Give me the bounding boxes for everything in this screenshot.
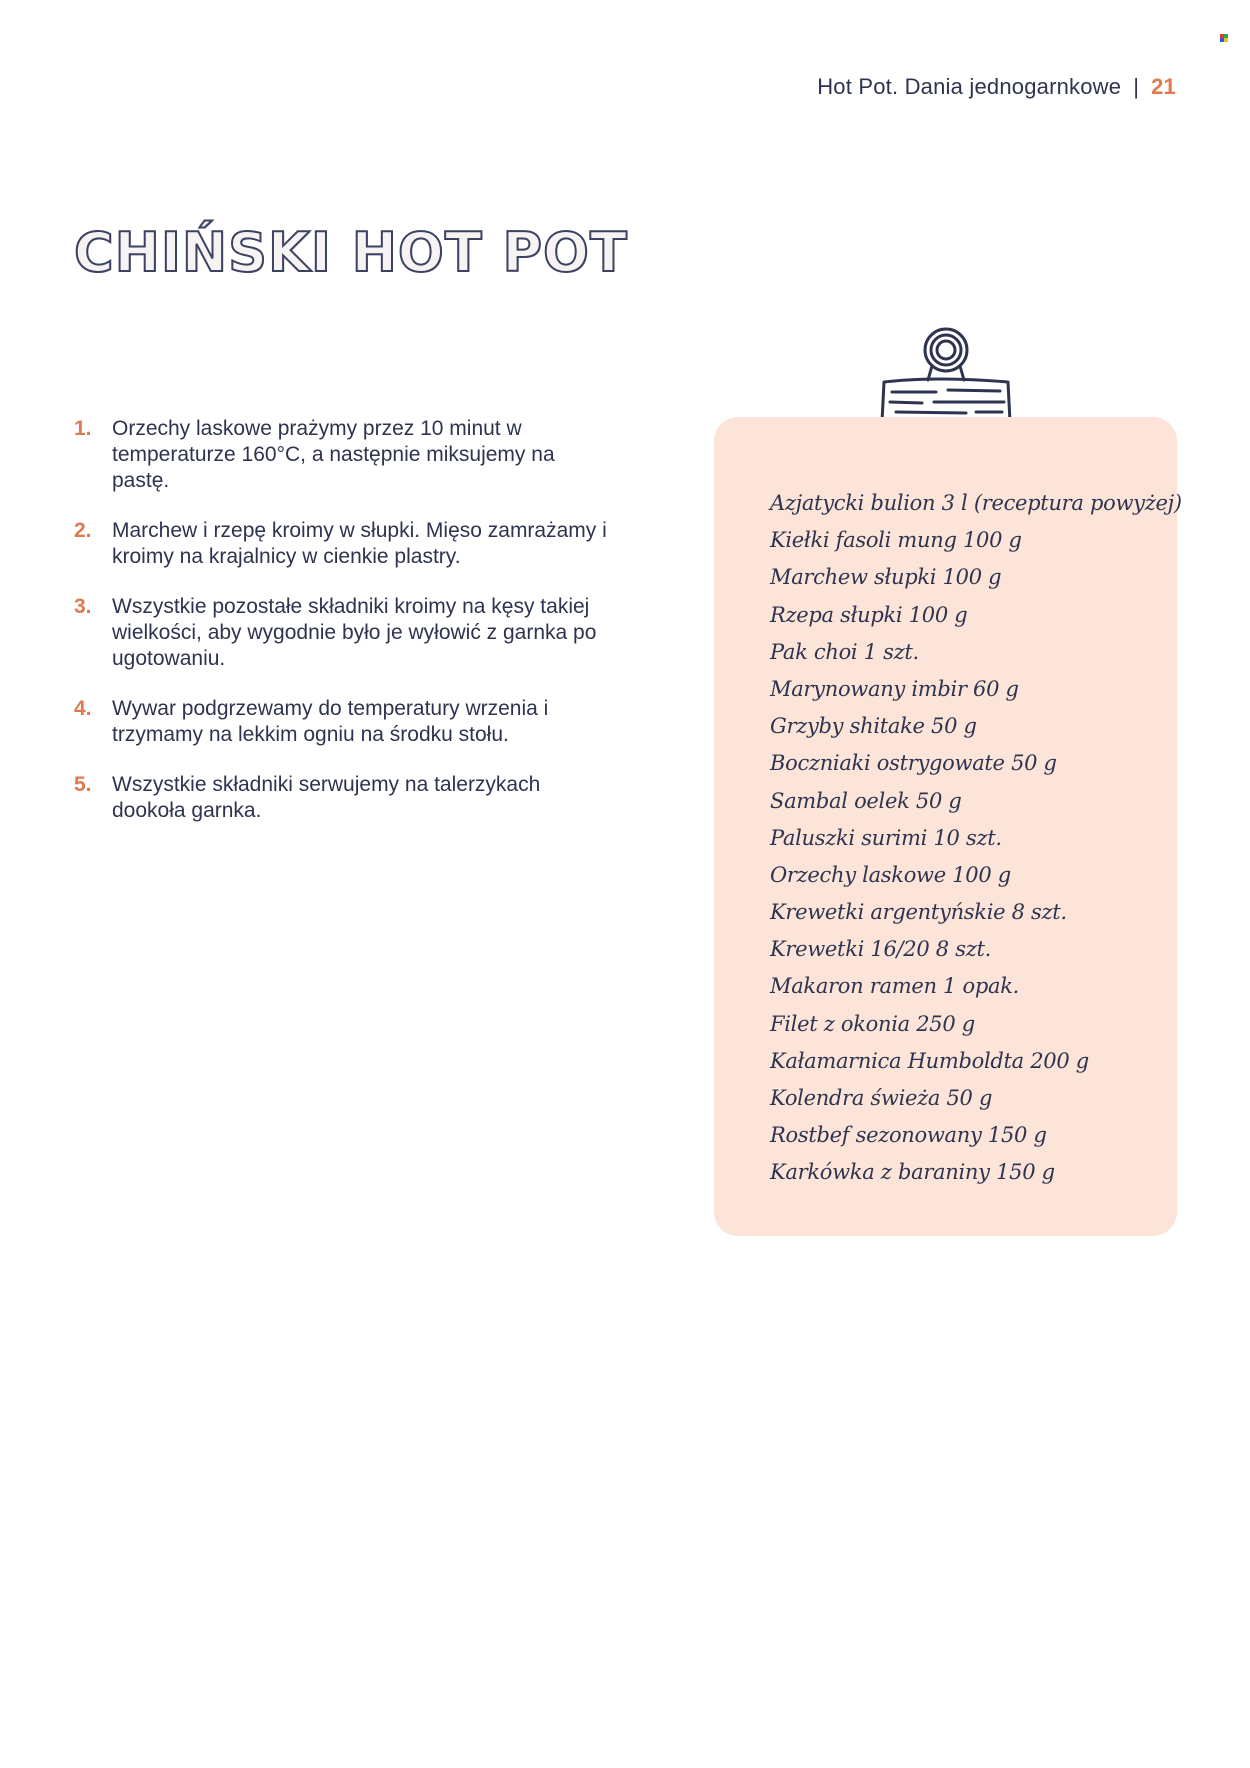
ingredient-item: Krewetki 16/20 8 szt. — [770, 937, 991, 962]
ingredient-item: Sambal oelek 50 g — [770, 788, 962, 813]
ingredient-item: Boczniaki ostrygowate 50 g — [770, 751, 1057, 776]
ingredient-item: Azjatycki bulion 3 l (receptura powyżej) — [770, 491, 1182, 515]
running-header — [817, 74, 1176, 100]
step-number: 2. — [74, 519, 92, 542]
ingredient-item: Kiełki fasoli mung 100 g — [770, 528, 1022, 553]
ingredient-item: Karkówka z baraniny 150 g — [770, 1160, 1055, 1185]
ingredient-item: Makaron ramen 1 opak. — [770, 974, 1019, 999]
step-text: Wszystkie składniki serwujemy na talerzykach dookoła garnka. — [112, 773, 541, 822]
ingredient-item: Filet z okonia 250 g — [770, 1011, 975, 1036]
page-title: CHIŃSKI HOT POT — [74, 221, 628, 284]
ingredient-item: Orzechy laskowe 100 g — [770, 862, 1011, 887]
ingredient-item: Kolendra świeża 50 g — [770, 1086, 993, 1110]
step-text: Marchew i rzepę kroimy w słupki. Mięso zamrażamy i kroimy na krajalnicy w cienkie plastry. — [112, 519, 607, 568]
instruction-step — [74, 594, 614, 672]
ingredient-item: Rzepa słupki 100 g — [770, 602, 968, 627]
step-number: 1. — [74, 417, 92, 440]
step-text: Wywar podgrzewamy do temperatury wrzenia i trzymamy na lekkim ogniu na środku stołu. — [112, 697, 549, 746]
binder-clip-icon — [876, 326, 1016, 430]
instruction-step — [74, 518, 614, 570]
page-number: 21 — [1151, 74, 1176, 99]
printer-color-mark — [1220, 34, 1230, 44]
ingredients-list — [770, 485, 1182, 1192]
step-number: 3. — [74, 595, 92, 618]
ingredient-item: Kałamarnica Humboldta 200 g — [770, 1048, 1089, 1073]
ingredient-item: Rostbef sezonowany 150 g — [770, 1123, 1047, 1148]
ingredients-card — [714, 417, 1182, 1236]
ingredient-item: Marynowany imbir 60 g — [770, 676, 1019, 701]
instruction-steps — [74, 416, 614, 848]
step-number: 5. — [74, 773, 92, 796]
ingredient-item: Marchew słupki 100 g — [770, 565, 1002, 590]
ingredient-item: Pak choi 1 szt. — [770, 639, 919, 664]
section-title: Hot Pot. Dania jednogarnkowe — [817, 74, 1122, 99]
instruction-step — [74, 416, 614, 494]
ingredient-item: Krewetki argentyńskie 8 szt. — [770, 900, 1067, 925]
step-text: Orzechy laskowe prażymy przez 10 minut w temperaturze 160°C, a następnie miksujemy na pastę. — [112, 417, 555, 492]
header-separator: | — [1133, 74, 1140, 99]
ingredient-item: Grzyby shitake 50 g — [770, 714, 977, 739]
step-text: Wszystkie pozostałe składniki kroimy na kęsy takiej wielkości, aby wygodnie było je wyłowić z garnka po ugotowaniu. — [112, 595, 597, 670]
instruction-step — [74, 772, 614, 824]
instruction-step — [74, 696, 614, 748]
ingredient-item: Paluszki surimi 10 szt. — [770, 825, 1002, 850]
step-number: 4. — [74, 697, 92, 720]
